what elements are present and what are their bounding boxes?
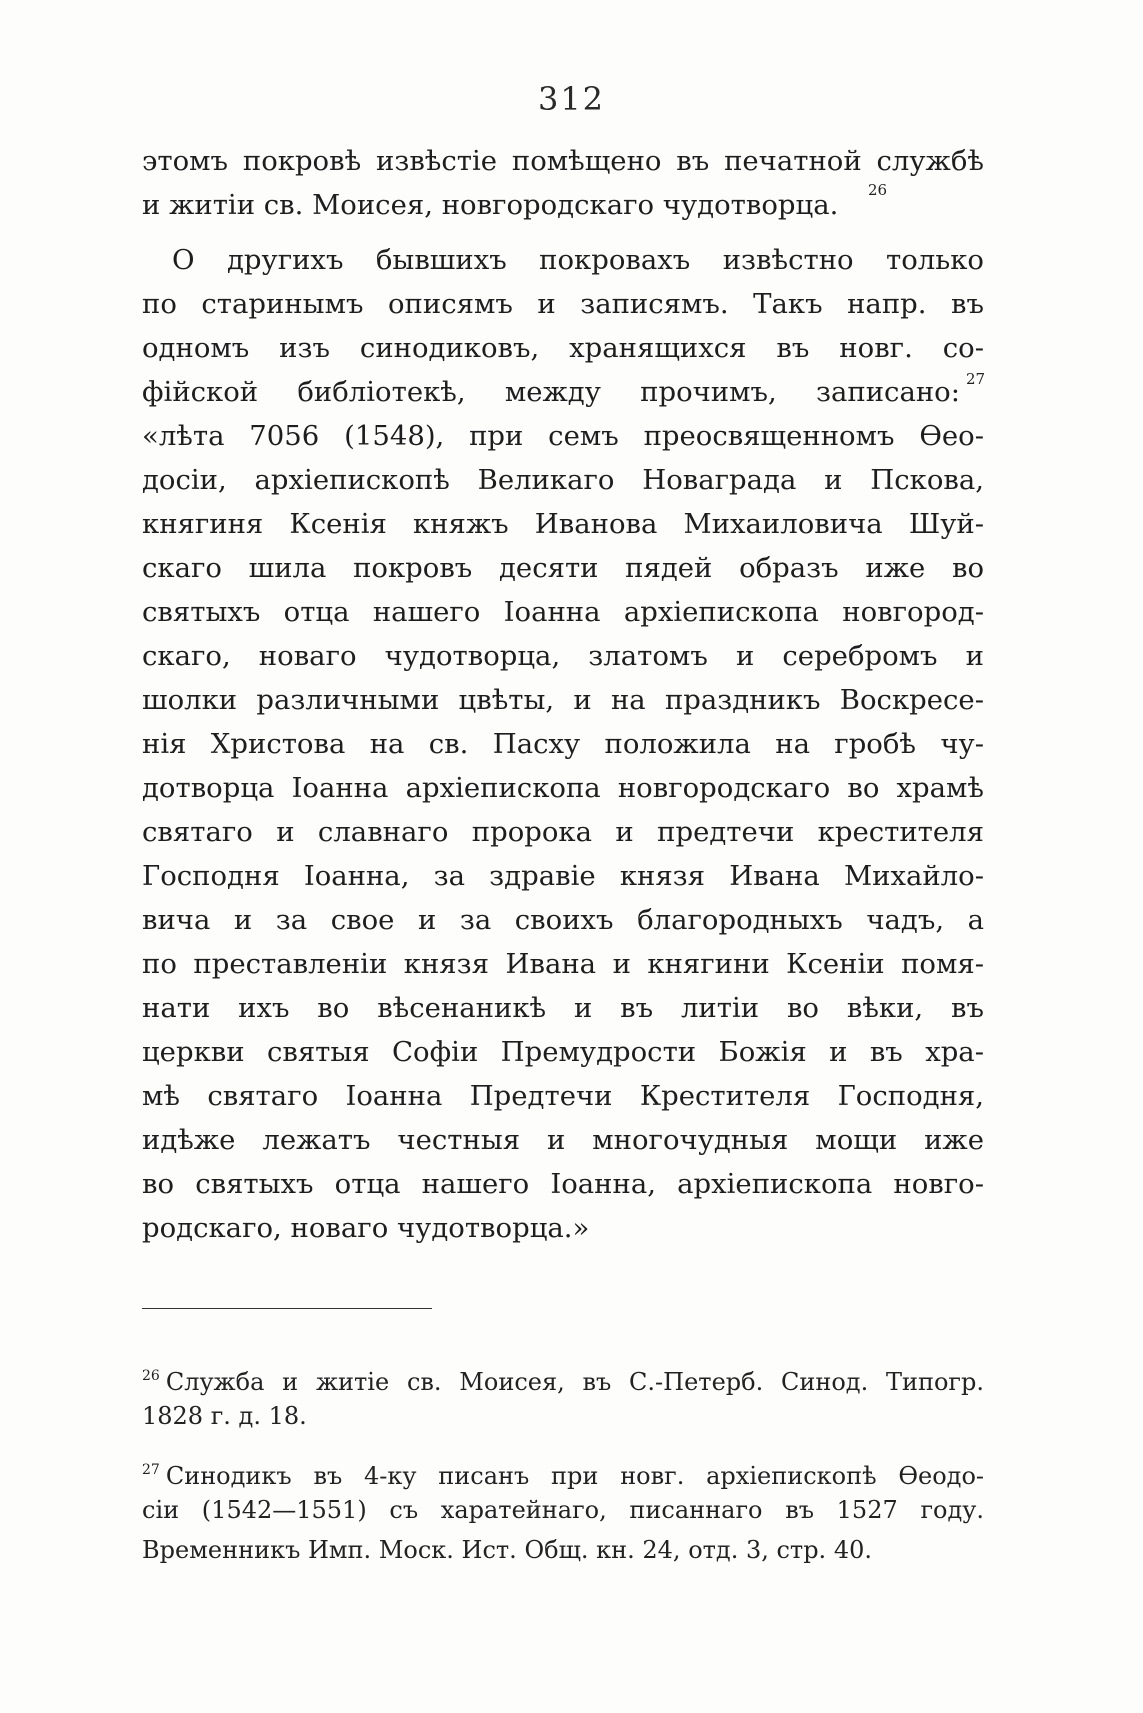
body-line: святаго и славнаго пророка и предтечи крестителя [142, 816, 984, 848]
body-line: по старинымъ описямъ и записямъ. Такъ напр. въ [142, 288, 984, 320]
footnote-text: Служба и житіе св. Моисея, въ С.-Петерб. Синод. Типогр. [165, 1368, 984, 1396]
body-line: нія Христова на св. Пасху положила на гробѣ чу- [142, 728, 984, 760]
footnote-26-line: 1828 г. д. 18. [142, 1402, 307, 1430]
body-line: дотворца Іоанна архіепископа новгородскаго во храмѣ [142, 772, 984, 804]
body-line: нати ихъ во вѣсенаникѣ и въ литіи во вѣки, въ [142, 992, 984, 1024]
body-line: и житіи св. Моисея, новгородскаго чудотворца. [142, 189, 839, 221]
body-line: вича и за свое и за своихъ благородныхъ чадъ, а [142, 904, 984, 936]
body-line: Господня Іоанна, за здравіе князя Ивана Михайло- [142, 860, 984, 892]
body-line: этомъ покровѣ извѣстіе помѣщено въ печатной службѣ [142, 145, 984, 177]
body-line: идѣже лежатъ честныя и многочудныя мощи иже [142, 1124, 984, 1156]
body-line: шолки различными цвѣты, и на праздникъ Воскресе- [142, 684, 984, 716]
body-line: княгиня Ксенія княжъ Иванова Михаиловича Шуй- [142, 508, 984, 540]
body-line: церкви святыя Софіи Премудрости Божія и въ хра- [142, 1036, 984, 1068]
body-line: «лѣта 7056 (1548), при семъ преосвященномъ Өео- [142, 420, 984, 452]
footnote-ref-27: 27 [966, 370, 986, 388]
footnote-text: Синодикъ въ 4-ку писанъ при новг. архіепископѣ Өеодо- [165, 1462, 984, 1490]
body-line: О другихъ бывшихъ покровахъ извѣстно только [172, 244, 984, 276]
body-line: скаго, новаго чудотворца, златомъ и серебромъ и [142, 640, 984, 672]
body-line: родскаго, новаго чудотворца.» [142, 1212, 590, 1244]
body-line: одномъ изъ синодиковъ, хранящихся въ новг. со- [142, 332, 984, 364]
footnote-ref-26: 26 [868, 181, 888, 199]
page-number: 312 [537, 80, 606, 118]
footnote-27-line: сіи (1542—1551) съ харатейнаго, писаннаго въ 1527 году. [142, 1496, 984, 1524]
footnote-number: 27 [142, 1462, 160, 1478]
body-line: святыхъ отца нашего Іоанна архіепископа новгород- [142, 596, 984, 628]
body-line: мѣ святаго Іоанна Предтечи Крестителя Господня, [142, 1080, 984, 1112]
footnote-27-line: Временникъ Имп. Моск. Ист. Общ. кн. 24, отд. 3, стр. 40. [142, 1536, 872, 1564]
body-line: досіи, архіепископѣ Великаго Новаграда и Пскова, [142, 464, 984, 496]
body-line: скаго шила покровъ десяти пядей образъ иже во [142, 552, 984, 584]
footnote-number: 26 [142, 1368, 160, 1384]
body-line: фійской библіотекѣ, между прочимъ, записано: [142, 376, 960, 408]
body-line: по преставленіи князя Ивана и княгини Ксеніи помя- [142, 948, 984, 980]
footnote-separator [142, 1308, 432, 1309]
body-line: во святыхъ отца нашего Іоанна, архіепископа новго- [142, 1168, 984, 1200]
